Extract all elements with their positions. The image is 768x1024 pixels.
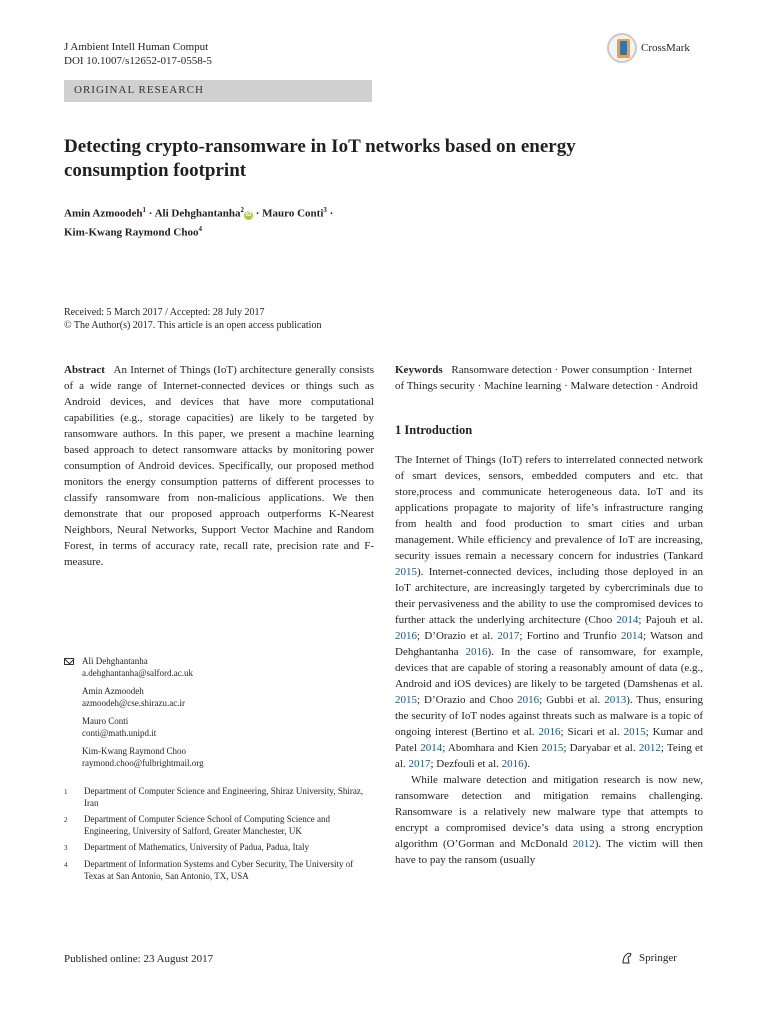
citation-link[interactable]: 2016: [395, 630, 417, 642]
author-name[interactable]: Mauro Conti: [262, 207, 324, 220]
article-type-banner: [64, 80, 372, 102]
citation-link[interactable]: 2017: [497, 630, 520, 642]
citation-link[interactable]: 2016: [538, 726, 561, 738]
affiliation-number: 4: [64, 861, 68, 869]
keywords-text: Ransomware detection · Power consumption · Internet of Things security · Machine learning · Malware detection · Android: [395, 364, 698, 392]
citation-link[interactable]: 2015: [395, 566, 417, 578]
affiliation-number: 2: [64, 816, 68, 824]
abstract: [64, 362, 374, 570]
citation-link[interactable]: 2015: [623, 726, 646, 738]
envelope-icon: [64, 658, 74, 665]
author-list: [64, 203, 704, 240]
corresponding-email[interactable]: a.dehghantanha@salford.ac.uk: [82, 668, 193, 678]
intro-paragraph: The Internet of Things (IoT) refers to interrelated connected network of smart devices, sensors, embedded computers and etc. that store,process and communicate heterogeneous data. IoT and its applications propagate to majority of life’s infrastructure ranging from health and food production to smart cities and urban management. While efficiency and prevalence of IoT are increasing, security issues remain a necessary concern for industries (Tankard 2015). Internet-connected devices, including those deployed in an IoT architecture, are increasingly targeted by cybercriminals due to their pervasiveness and the ability to use the compromised devices to further attack the underlying architecture (Choo 2014; Pajouh et al. 2016; D’Orazio et al. 2017; Fortino and Trunfio 2014; Watson and Dehghantanha 2016). In the case of ransomware, for example, devices that are capable of storing a reasonably amount of data (e.g., Android and iOS devices) are likely to be targeted (Damshenas et al. 2015; D’Orazio and Choo 2016; Gubbi et al. 2013). Thus, ensuring the security of IoT nodes against threats such as malware is a topic of ongoing interest (Bertino et al. 2016; Sicari et al. 2015; Kumar and Patel 2014; Abomhara and Kien 2015; Daryabar et al. 2012; Teing et al. 2017; Dezfouli et al. 2016).: [395, 454, 704, 770]
section-heading-introduction: 1 Introduction: [395, 423, 473, 437]
crossmark-icon: [607, 33, 637, 63]
citation-link[interactable]: 2013: [604, 694, 627, 706]
citation-link[interactable]: 2016: [465, 646, 488, 658]
contact-email[interactable]: azmoodeh@cse.shirazu.ac.ir: [82, 698, 185, 708]
corresponding-author: [64, 655, 374, 679]
citation-link[interactable]: 2016: [501, 758, 524, 770]
author-name[interactable]: Ali Dehghantanha: [154, 207, 241, 220]
author-separator: ·: [146, 207, 155, 220]
journal-name: J Ambient Intell Human Comput: [64, 41, 209, 53]
keywords-heading: Keywords: [395, 364, 443, 376]
author-affil-ref: 1: [142, 206, 147, 214]
footnote-block: [64, 655, 374, 882]
affiliation-text: Department of Computer Science School of Computing Science and Engineering, University of Salford, Greater Manchester, UK: [84, 814, 330, 836]
author-contacts: [82, 685, 374, 769]
affiliation-text: Department of Computer Science and Engineering, Shiraz University, Shiraz, Iran: [84, 786, 364, 808]
author-name[interactable]: Amin Azmoodeh: [64, 207, 143, 220]
citation-link[interactable]: 2016: [517, 694, 540, 706]
author-separator: ·: [252, 207, 263, 220]
doi: DOI 10.1007/s12652-017-0558-5: [64, 55, 212, 67]
intro-paragraph: While malware detection and mitigation research is now new, ransomware detection and mitigation remains challenging. Ransomware is a relatively new malware type that attempts to encrypt a compromised device’s data using a strong encryption algorithm (O’Gorman and McDonald 2012). The victim will then have to pay the ransom (usually: [395, 774, 703, 866]
contact-name: Amin Azmoodeh: [82, 686, 144, 696]
author-affil-ref: 3: [323, 206, 327, 214]
publisher-name: Springer: [639, 952, 677, 964]
crossmark-badge[interactable]: [607, 33, 690, 63]
springer-horse-icon: [620, 951, 634, 965]
affiliation-text: Department of Mathematics, University of Padua, Padua, Italy: [84, 842, 309, 852]
affiliation: [64, 785, 374, 809]
abstract-heading: Abstract: [64, 364, 105, 376]
contact-name: Mauro Conti: [82, 716, 129, 726]
citation-link[interactable]: 2017: [408, 758, 431, 770]
citation-link[interactable]: 2014: [620, 630, 643, 642]
orcid-icon[interactable]: iD: [245, 211, 252, 218]
citation-link[interactable]: 2015: [541, 742, 564, 754]
crossmark-label: CrossMark: [641, 42, 690, 54]
affiliation-number: 3: [64, 844, 68, 852]
affiliation: [64, 841, 374, 854]
right-column: [395, 362, 703, 868]
published-online: Published online: 23 August 2017: [64, 953, 214, 965]
keywords: [395, 362, 703, 394]
abstract-text: An Internet of Things (IoT) architecture generally consists of a wide range of Internet-connected devices or things such as Android devices, and devices that have more computational capabilities (e.g., storage capacities) are likely to be targeted by ransomware authors. In this paper, we present a machine learning based approach to detect ransomware attacks by monitoring power consumption of Android devices. Specifically, our proposed method monitors the energy consumption patterns of different processes to classify ransomware from non-malicious applications. We then demonstrate that our proposed approach outperforms K-Nearest Neighbors, Neural Networks, Support Vector Machine and Random Forest, in terms of accuracy rate, recall rate, precision rate and F-measure.: [64, 364, 374, 568]
publication-dates: [64, 306, 321, 332]
citation-link[interactable]: 2014: [420, 742, 443, 754]
affiliation: [64, 813, 374, 837]
paper-title: Detecting crypto-ransomware in IoT networks based on energy consumption footprint: [64, 136, 576, 181]
introduction-body: [395, 452, 703, 868]
article-type: ORIGINAL RESEARCH: [74, 84, 204, 96]
author-affil-ref: 2: [240, 206, 244, 214]
contact-email[interactable]: raymond.choo@fulbrightmail.org: [82, 758, 204, 768]
affiliation-text: Department of Information Systems and Cyber Security, The University of Texas at San Antonio, San Antonio, TX, USA: [84, 859, 354, 881]
journal-header: [64, 40, 212, 68]
affiliation-number: 1: [64, 788, 68, 796]
publisher-logo: [620, 951, 677, 965]
contact-email[interactable]: conti@math.unipd.it: [82, 728, 157, 738]
citation-link[interactable]: 2015: [395, 694, 417, 706]
contact-name: Kim-Kwang Raymond Choo: [82, 746, 186, 756]
copyright: © The Author(s) 2017. This article is an open access publication: [64, 320, 322, 331]
author-affil-ref: 4: [198, 224, 202, 233]
author-name[interactable]: Kim-Kwang Raymond Choo: [64, 226, 199, 239]
citation-link[interactable]: 2012: [638, 742, 661, 754]
affiliation: [64, 858, 374, 882]
citation-link[interactable]: 2014: [616, 614, 639, 626]
citation-link[interactable]: 2012: [572, 838, 595, 850]
received-accepted: Received: 5 March 2017 / Accepted: 28 July 2017: [64, 307, 265, 318]
author-separator: ·: [326, 207, 334, 220]
corresponding-name: Ali Dehghantanha: [82, 656, 148, 666]
